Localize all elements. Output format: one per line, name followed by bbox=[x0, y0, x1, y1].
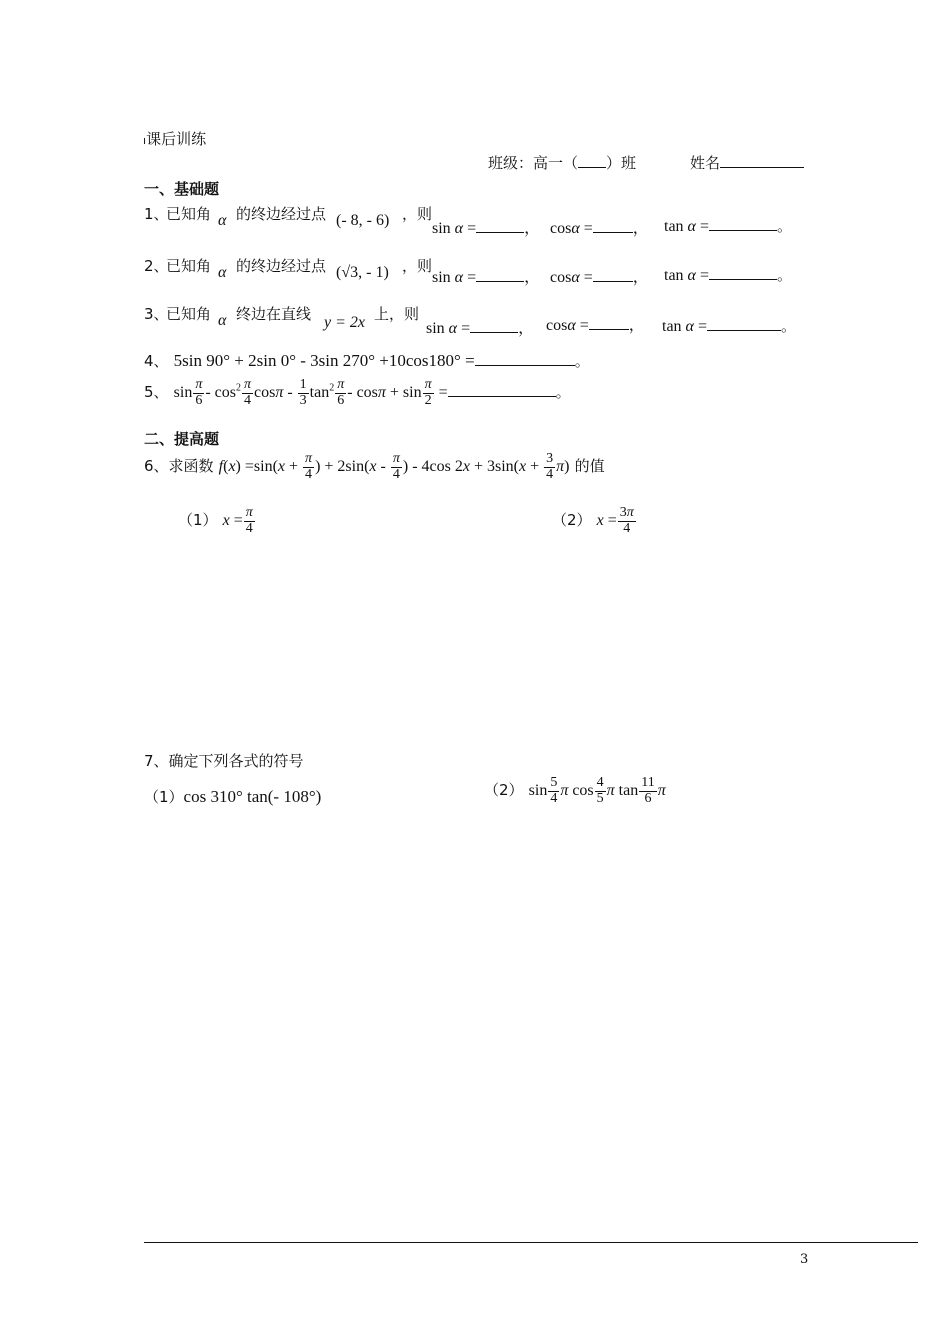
q7-number: 7、 bbox=[144, 752, 169, 770]
q6-p1-label: （1） bbox=[178, 510, 218, 529]
q5-blank bbox=[448, 384, 556, 397]
q6-p1-expr: x = $\frac{\pi}{4}$ bbox=[222, 505, 253, 536]
q2-text-a: 已知角 bbox=[166, 257, 212, 275]
worksheet-title bbox=[143, 128, 206, 149]
class-label: 班级：高一（ bbox=[488, 154, 579, 172]
question-2 bbox=[144, 252, 844, 292]
footer-divider bbox=[144, 1242, 918, 1243]
q1-sin-blank bbox=[476, 220, 524, 233]
question-6 bbox=[144, 452, 605, 482]
q4-blank bbox=[475, 353, 575, 366]
q6-part-2 bbox=[552, 506, 637, 536]
q3-sin-blank bbox=[470, 320, 518, 333]
q5-expression: sin $\frac{\pi}{6}$ - $\cos^2$ $\frac{\pi}{4}$ cosπ - $\frac{1}{3}$ $\tan^2$ $\frac{\pi}{6}$ - cosπ + sin $\frac{\pi}{2}$ = bbox=[173, 377, 448, 408]
title-marker: ı bbox=[143, 134, 147, 147]
q6-tail: 的值 bbox=[574, 456, 605, 475]
section-advanced-title: 二、提高题 bbox=[144, 430, 220, 448]
question-5 bbox=[144, 378, 571, 408]
q1-alpha: α bbox=[218, 212, 227, 229]
q3-text-b: 终边在直线 bbox=[236, 305, 312, 323]
q5-number: 5、 bbox=[144, 382, 169, 401]
sqrt3: √3 bbox=[341, 264, 359, 281]
q7-text: 确定下列各式的符号 bbox=[168, 752, 304, 770]
q2-sin-blank bbox=[476, 269, 524, 282]
q6-function: f(x) =sin(x + $\frac{\pi}{4}$ ) + 2sin(x - $\frac{\pi}{4}$ ) - 4cos 2x + 3sin(x + $\frac{3}{4}$ π) bbox=[218, 451, 570, 482]
q3-text-a: 已知角 bbox=[166, 305, 212, 323]
q3-text-c: 上，则 bbox=[374, 305, 420, 323]
q2-tan-blank bbox=[709, 267, 777, 280]
question-4 bbox=[144, 350, 590, 371]
q6-text: 求函数 bbox=[168, 456, 214, 475]
q1-number: 1、 bbox=[144, 205, 169, 223]
q2-text-c: ，则 bbox=[402, 257, 433, 275]
q1-text-b: 的终边经过点 bbox=[236, 205, 327, 223]
q3-tan: tan α = 。 bbox=[662, 317, 796, 335]
q1-cos: cosα = ， bbox=[550, 220, 649, 237]
q1-sin: sin α = ， bbox=[432, 220, 541, 237]
question-1 bbox=[144, 200, 844, 240]
q1-tan: tan α = 。 bbox=[664, 217, 792, 235]
q2-sin: sin α = ， bbox=[432, 269, 541, 286]
class-field bbox=[488, 152, 636, 173]
q3-number: 3、 bbox=[144, 305, 169, 323]
q7-part-2 bbox=[484, 776, 666, 806]
question-3 bbox=[144, 302, 844, 342]
q2-alpha: α bbox=[218, 264, 227, 281]
q6-p2-expr: x = $\frac{3\pi}{4}$ bbox=[596, 505, 634, 536]
q2-text-b: 的终边经过点 bbox=[236, 257, 327, 275]
q3-cos-blank bbox=[589, 317, 629, 330]
q2-number: 2、 bbox=[144, 257, 169, 275]
q1-cos-blank bbox=[593, 220, 633, 233]
q3-alpha: α bbox=[218, 312, 227, 329]
section-basic-title: 一、基础题 bbox=[144, 180, 220, 198]
q3-line: y = 2x bbox=[324, 314, 365, 331]
page-number: 3 bbox=[800, 1252, 809, 1267]
q1-point: (- 8, - 6) bbox=[336, 212, 390, 229]
q2-point: (√3, - 1) bbox=[336, 264, 389, 281]
q7-p1-expr: cos 310° tan(- 108°) bbox=[183, 787, 322, 806]
title-text: 课后训练 bbox=[146, 130, 207, 148]
q6-part-1 bbox=[178, 506, 256, 536]
q6-number: 6、 bbox=[144, 456, 169, 475]
q2-tan: tan α = 。 bbox=[664, 266, 792, 284]
q2-cos-blank bbox=[593, 269, 633, 282]
q1-text-a: 已知角 bbox=[166, 205, 212, 223]
class-blank bbox=[578, 155, 606, 168]
q4-expression: 5sin 90° + 2sin 0° - 3sin 270° +10cos180° = bbox=[173, 351, 475, 370]
q4-end: 。 bbox=[574, 352, 590, 370]
name-blank bbox=[720, 155, 804, 168]
q7-part-1 bbox=[144, 786, 321, 807]
q2-cos: cosα = ， bbox=[550, 269, 649, 286]
q1-text-c: ，则 bbox=[402, 205, 433, 223]
name-label: 姓名 bbox=[690, 154, 721, 172]
q6-p2-label: （2） bbox=[552, 510, 592, 529]
q3-tan-blank bbox=[707, 318, 781, 331]
q5-end: 。 bbox=[555, 382, 571, 401]
q4-number: 4、 bbox=[144, 352, 169, 370]
q3-cos: cosα = ， bbox=[546, 317, 645, 334]
q3-sin: sin α = ， bbox=[426, 320, 535, 337]
q1-tan-blank bbox=[709, 218, 777, 231]
question-7 bbox=[144, 750, 304, 771]
class-suffix: ）班 bbox=[606, 154, 637, 172]
q7-p1-label: （1） bbox=[144, 788, 184, 806]
q7-p2-expr: sin $\frac{5}{4}$ π cos $\frac{4}{5}$ π tan $\frac{11}{6}$ π bbox=[528, 775, 666, 806]
q7-p2-label: （2） bbox=[484, 780, 524, 799]
name-field bbox=[690, 152, 804, 173]
